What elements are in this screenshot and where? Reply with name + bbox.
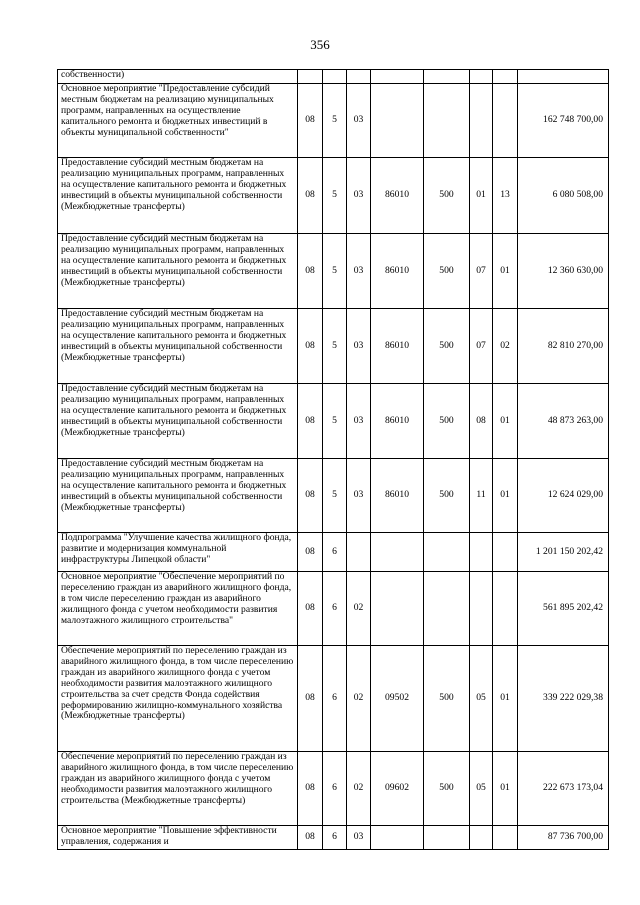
code-program: 5 xyxy=(323,459,347,533)
row-name: собственности) xyxy=(58,70,298,84)
table-row xyxy=(58,84,609,158)
code-direction xyxy=(371,84,424,158)
code-subsection: 01 xyxy=(493,646,518,752)
code-expense-type: 500 xyxy=(424,646,470,752)
code-department xyxy=(470,826,493,850)
row-name: Основное мероприятие "Повышение эффективности управления, содержания и xyxy=(58,826,298,850)
code-expense-type: 500 xyxy=(424,459,470,533)
row-name: Основное мероприятие "Обеспечение мероприятий по переселению граждан из аварийного жилищного фонда, в том числе переселению граждан из аварийного жилищного фонда с учетом необходимости развития малоэтажного жилищного строительства" xyxy=(58,572,298,646)
code-program: 6 xyxy=(323,533,347,572)
row-name: Подпрограмма "Улучшение качества жилищного фонда, развитие и модернизация коммунальной инфраструктуры Липецкой области" xyxy=(58,533,298,572)
code-department: 05 xyxy=(470,646,493,752)
row-amount: 12 360 630,00 xyxy=(518,234,609,309)
row-amount: 87 736 700,00 xyxy=(518,826,609,850)
code-department: 05 xyxy=(470,752,493,826)
code-section: 08 xyxy=(298,459,323,533)
code-direction xyxy=(371,533,424,572)
code-subprogram: 03 xyxy=(347,826,371,850)
code-direction: 09502 xyxy=(371,646,424,752)
table-row xyxy=(58,646,609,752)
table-row xyxy=(58,459,609,533)
code-program: 6 xyxy=(323,572,347,646)
table-row xyxy=(58,234,609,309)
code-subsection: 01 xyxy=(493,234,518,309)
table-row xyxy=(58,384,609,459)
table-row xyxy=(58,70,609,84)
code-subprogram: 03 xyxy=(347,84,371,158)
row-amount xyxy=(518,70,609,84)
code-program: 6 xyxy=(323,646,347,752)
row-name: Предоставление субсидий местным бюджетам на реализацию муниципальных программ, направленных на осуществление капитального ремонта и бюджетных инвестиций в объекты муниципальной собственности (Межбюджетные трансферты) xyxy=(58,459,298,533)
code-department xyxy=(470,572,493,646)
row-amount: 339 222 029,38 xyxy=(518,646,609,752)
code-subsection: 02 xyxy=(493,309,518,384)
row-name: Предоставление субсидий местным бюджетам на реализацию муниципальных программ, направленных на осуществление капитального ремонта и бюджетных инвестиций в объекты муниципальной собственности (Межбюджетные трансферты) xyxy=(58,384,298,459)
code-expense-type: 500 xyxy=(424,752,470,826)
code-direction: 86010 xyxy=(371,459,424,533)
code-direction: 86010 xyxy=(371,384,424,459)
code-direction xyxy=(371,70,424,84)
table-row xyxy=(58,826,609,850)
row-amount: 222 673 173,04 xyxy=(518,752,609,826)
code-expense-type: 500 xyxy=(424,309,470,384)
code-subsection xyxy=(493,533,518,572)
code-subsection xyxy=(493,572,518,646)
code-program: 5 xyxy=(323,84,347,158)
code-subprogram: 03 xyxy=(347,158,371,234)
code-program: 5 xyxy=(323,158,347,234)
table-row xyxy=(58,158,609,234)
code-program xyxy=(323,70,347,84)
code-section: 08 xyxy=(298,234,323,309)
code-subsection xyxy=(493,84,518,158)
code-program: 6 xyxy=(323,826,347,850)
code-section: 08 xyxy=(298,158,323,234)
table-row xyxy=(58,572,609,646)
code-subprogram: 03 xyxy=(347,234,371,309)
code-department: 08 xyxy=(470,384,493,459)
row-name: Обеспечение мероприятий по переселению граждан из аварийного жилищного фонда, в том числе переселению граждан из аварийного жилищного фонда с учетом необходимости развития малоэтажного жилищного строительства за счет средств Фонда содействия реформированию жилищно-коммунального хозяйства (Межбюджетные трансферты) xyxy=(58,646,298,752)
code-subprogram: 02 xyxy=(347,572,371,646)
code-section: 08 xyxy=(298,572,323,646)
code-section: 08 xyxy=(298,826,323,850)
row-amount: 82 810 270,00 xyxy=(518,309,609,384)
code-expense-type xyxy=(424,826,470,850)
row-amount: 48 873 263,00 xyxy=(518,384,609,459)
row-name: Предоставление субсидий местным бюджетам на реализацию муниципальных программ, направленных на осуществление капитального ремонта и бюджетных инвестиций в объекты муниципальной собственности (Межбюджетные трансферты) xyxy=(58,234,298,309)
code-subprogram: 03 xyxy=(347,384,371,459)
code-program: 5 xyxy=(323,384,347,459)
code-subprogram: 03 xyxy=(347,459,371,533)
row-amount: 6 080 508,00 xyxy=(518,158,609,234)
row-name: Предоставление субсидий местным бюджетам на реализацию муниципальных программ, направленных на осуществление капитального ремонта и бюджетных инвестиций в объекты муниципальной собственности (Межбюджетные трансферты) xyxy=(58,309,298,384)
code-department xyxy=(470,70,493,84)
code-expense-type xyxy=(424,70,470,84)
code-expense-type: 500 xyxy=(424,384,470,459)
page-number: 356 xyxy=(310,37,330,52)
code-section: 08 xyxy=(298,84,323,158)
code-direction xyxy=(371,572,424,646)
code-program: 5 xyxy=(323,309,347,384)
table-row xyxy=(58,752,609,826)
code-program: 6 xyxy=(323,752,347,826)
code-expense-type xyxy=(424,533,470,572)
code-program: 5 xyxy=(323,234,347,309)
code-direction xyxy=(371,826,424,850)
table-row xyxy=(58,309,609,384)
code-department: 07 xyxy=(470,234,493,309)
code-subprogram xyxy=(347,533,371,572)
code-subprogram: 02 xyxy=(347,646,371,752)
code-section: 08 xyxy=(298,384,323,459)
row-amount: 12 624 029,00 xyxy=(518,459,609,533)
code-subsection xyxy=(493,70,518,84)
code-subprogram: 02 xyxy=(347,752,371,826)
code-department xyxy=(470,84,493,158)
code-expense-type xyxy=(424,84,470,158)
row-name: Предоставление субсидий местным бюджетам на реализацию муниципальных программ, направленных на осуществление капитального ремонта и бюджетных инвестиций в объекты муниципальной собственности (Межбюджетные трансферты) xyxy=(58,158,298,234)
row-amount: 1 201 150 202,42 xyxy=(518,533,609,572)
code-department: 01 xyxy=(470,158,493,234)
code-direction: 09602 xyxy=(371,752,424,826)
code-section: 08 xyxy=(298,752,323,826)
code-section: 08 xyxy=(298,533,323,572)
code-section: 08 xyxy=(298,309,323,384)
code-subsection: 13 xyxy=(493,158,518,234)
code-subsection: 01 xyxy=(493,459,518,533)
code-subprogram: 03 xyxy=(347,309,371,384)
row-name: Основное мероприятие "Предоставление субсидий местным бюджетам на реализацию муниципальных программ, направленных на осуществление капитального ремонта и бюджетных инвестиций в объекты муниципальной собственности" xyxy=(58,84,298,158)
code-subsection xyxy=(493,826,518,850)
code-section: 08 xyxy=(298,646,323,752)
code-department: 07 xyxy=(470,309,493,384)
row-amount: 561 895 202,42 xyxy=(518,572,609,646)
code-direction: 86010 xyxy=(371,158,424,234)
code-subsection: 01 xyxy=(493,752,518,826)
budget-table xyxy=(57,69,609,850)
code-direction: 86010 xyxy=(371,234,424,309)
row-name: Обеспечение мероприятий по переселению граждан из аварийного жилищного фонда, в том числе переселению граждан из аварийного жилищного фонда с учетом необходимости развития малоэтажного жилищного строительства (Межбюджетные трансферты) xyxy=(58,752,298,826)
code-subsection: 01 xyxy=(493,384,518,459)
code-expense-type: 500 xyxy=(424,158,470,234)
code-subprogram xyxy=(347,70,371,84)
row-amount: 162 748 700,00 xyxy=(518,84,609,158)
code-direction: 86010 xyxy=(371,309,424,384)
code-department: 11 xyxy=(470,459,493,533)
code-expense-type: 500 xyxy=(424,234,470,309)
code-expense-type xyxy=(424,572,470,646)
code-section xyxy=(298,70,323,84)
table-row xyxy=(58,533,609,572)
code-department xyxy=(470,533,493,572)
